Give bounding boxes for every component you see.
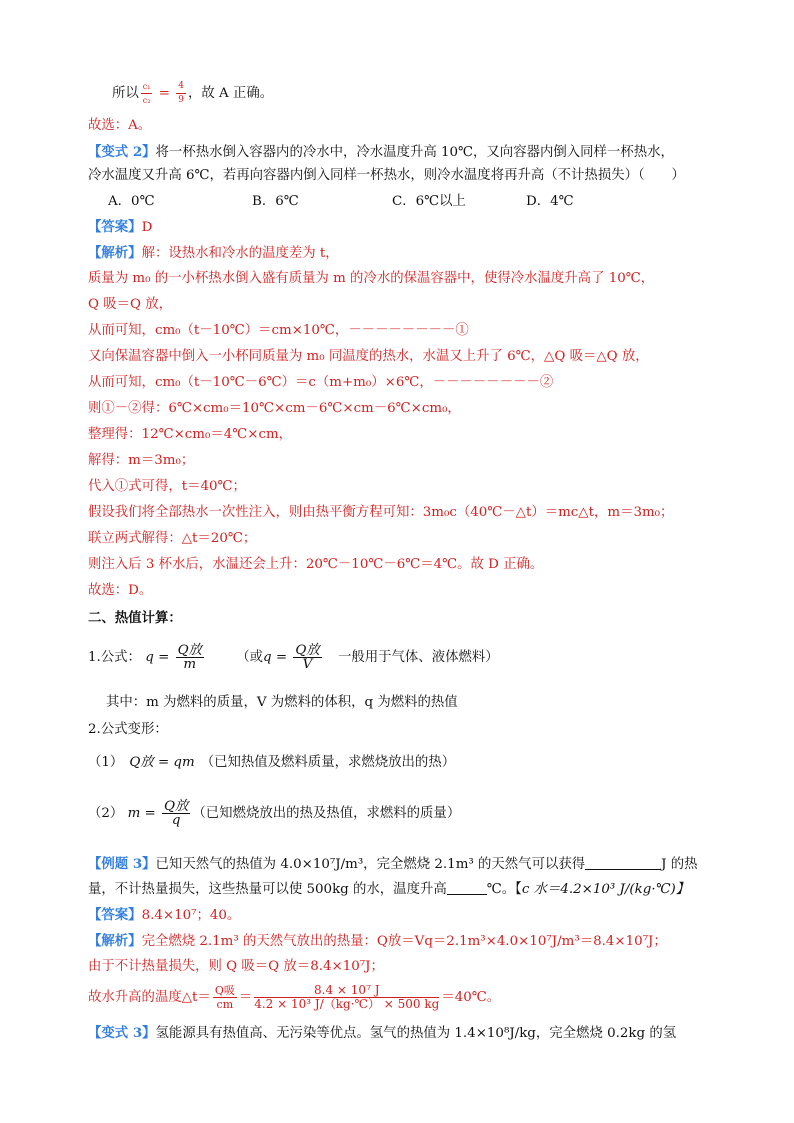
- variant2-tag: 【变式 2】: [88, 144, 156, 160]
- analysis-text: 完全燃烧 2.1m³ 的天然气放出的热量：Q放＝Vq＝2.1m³×4.0×10⁷J/m³＝8.4×10⁷J；: [141, 934, 667, 949]
- analysis-line: 假设我们将全部热水一次性注入，则由热平衡方程可知：3m₀c（40℃－△t）＝mc△t，m＝3m₀；: [88, 505, 674, 520]
- analysis-line: 又向保温容器中倒入一小杯同质量为 m₀ 同温度的热水，水温又上升了 6℃，△Q 吸＝△Q 放，: [88, 349, 649, 364]
- example3-question-line1: [88, 855, 698, 874]
- analysis-line: 由于不计热量损失，则 Q 吸＝Q 放＝8.4×10⁷J；: [88, 959, 384, 974]
- answer-tag: 【答案】: [88, 907, 142, 923]
- fraction-numerator: Q放: [164, 799, 189, 814]
- analysis-line: 从而可知，cm₀（t－10℃）＝cm×10℃，－－－－－－－－①: [88, 323, 469, 338]
- formula-note: 一般用于气体、液体燃料）: [337, 650, 499, 665]
- fraction-denominator: m: [183, 657, 197, 672]
- fraction-q-over-v: [293, 644, 321, 671]
- option-d: D．4℃: [526, 194, 574, 209]
- example3-text: 量，不计热量损失，这些热量可以使 500kg 的水，温度升高: [88, 882, 447, 897]
- fraction-q-over-q: [162, 800, 190, 827]
- analysis-line: 则①－②得：6℃×cm₀＝10℃×cm－6℃×cm－6℃×cm₀，: [88, 401, 461, 416]
- variant-number: （1）: [88, 755, 124, 770]
- analysis-text: 解：设热水和冷水的温度差为 t，: [141, 246, 339, 261]
- answer-value: 8.4×10⁷；40。: [141, 908, 241, 923]
- analysis-line: 质量为 m₀ 的一小杯热水倒入盛有质量为 m 的冷水的保温容器中，使得冷水温度升高了 10℃，: [88, 271, 655, 286]
- answer-tag: 【答案】: [88, 219, 142, 235]
- analysis-line: Q 吸＝Q 放，: [88, 297, 173, 312]
- equals-sign: =: [275, 650, 288, 665]
- analysis-line: 从而可知，cm₀（t－10℃－6℃）＝c（m+m₀）×6℃，－－－－－－－－②: [88, 375, 554, 390]
- conclusion-suffix: ，故 A 正确。: [187, 86, 274, 101]
- fraction-denominator: cm: [216, 998, 234, 1011]
- fraction-denominator: V: [302, 657, 313, 672]
- equals-sign: ＝: [238, 990, 253, 1005]
- fraction-numerator: Q放: [295, 643, 320, 658]
- analysis-line: 联立两式解得：△t＝20℃；: [88, 531, 257, 546]
- example3-text: J 的热: [661, 857, 698, 872]
- value-fraction: [176, 80, 186, 107]
- fraction-denominator: 4.2 × 10³ J/（kg·℃） × 500 kg: [254, 997, 440, 1011]
- fraction-qxi-over-cm: [213, 984, 237, 1011]
- example3-answer: [88, 906, 240, 925]
- analysis-line: 整理得：12℃×cm₀＝4℃×cm，: [88, 427, 293, 442]
- variant3-tag: 【变式 3】: [88, 1025, 156, 1041]
- analysis-tag: 【解析】: [88, 933, 142, 949]
- answer-blank-2[interactable]: [447, 880, 487, 895]
- analysis-line: 代入①式可得，t＝40℃；: [88, 479, 246, 494]
- formula-variants-title: 2.公式变形：: [88, 722, 168, 737]
- equals-sign: =: [158, 86, 170, 101]
- variant2-question-line2: 冷水温度又升高 6℃，若再向容器内倒入同样一杯热水，则冷水温度将再升高（不计热损失）（ ）: [88, 168, 685, 183]
- example3-text: ℃。【: [486, 882, 522, 897]
- conclusion-line: [112, 80, 273, 107]
- equals-sign: =: [158, 650, 170, 665]
- ratio-numerator: c₁: [141, 80, 153, 94]
- variant2-q1: 将一杯热水倒入容器内的冷水中，冷水温度升高 10℃，又向容器内倒入同样一杯热水，: [155, 145, 674, 160]
- variable-definitions: 其中：m 为燃料的质量，V 为燃料的体积，q 为燃料的热值: [106, 695, 458, 710]
- example3-text: 已知天然气的热值为 4.0×10⁷J/m³，完全燃烧 2.1m³ 的天然气可以获得: [155, 857, 586, 872]
- analysis-suffix: ＝40℃。: [441, 990, 501, 1005]
- value-numerator: 4: [176, 80, 186, 94]
- ratio-denominator: c₂: [142, 96, 151, 105]
- formula-label: 1.公式：: [88, 650, 141, 665]
- analysis-tag: 【解析】: [88, 245, 142, 261]
- example3-question-line2: [88, 880, 689, 899]
- specific-heat: c 水＝4.2×10³ J/(kg·℃)】: [521, 882, 690, 897]
- fraction-numerator: Q吸: [214, 984, 235, 997]
- variant3-question-line1: [88, 1024, 676, 1043]
- variant2-analysis-line: [88, 244, 339, 263]
- variant3-text: 氢能源具有热值高、无污染等优点。氢气的热值为 1.4×10⁸J/kg，完全燃烧 0.2kg 的氢: [155, 1026, 677, 1041]
- example3-analysis: [88, 932, 667, 951]
- analysis-line: 则注入后 3 杯水后，水温还会上升：20℃－10℃－6℃＝4℃。故 D 正确。: [88, 557, 544, 572]
- variant2-question-line1: [88, 143, 674, 162]
- variant-note: （已知燃烧放出的热及热值，求燃料的质量）: [192, 806, 461, 821]
- ratio-fraction: [141, 80, 153, 107]
- answer-value: D: [141, 220, 153, 235]
- analysis-line: 故选：D。: [88, 583, 153, 598]
- var-q: q: [262, 650, 272, 665]
- conclusion-prefix: 所以: [112, 86, 139, 101]
- answer-blank-1[interactable]: [585, 855, 661, 870]
- formula-1: [88, 644, 499, 672]
- choose-a: 故选：A。: [88, 118, 152, 133]
- fraction-calculation: [254, 984, 439, 1011]
- option-a: A．0℃: [108, 194, 155, 209]
- option-c: C．6℃以上: [392, 194, 466, 209]
- variant2-options: [108, 193, 574, 211]
- option-b: B．6℃: [252, 194, 299, 209]
- fraction-numerator: 8.4 × 10⁷ J: [254, 984, 439, 998]
- variant-1: [88, 754, 455, 772]
- variant2-answer: [88, 218, 152, 237]
- example3-tag: 【例题 3】: [88, 856, 156, 872]
- variant-formula: Q放 = qm: [129, 755, 195, 770]
- fraction-denominator: q: [171, 813, 181, 828]
- var-q: q: [145, 650, 154, 665]
- fraction-q-over-m: [176, 644, 204, 671]
- fraction-numerator: Q放: [177, 643, 202, 658]
- section-title: 二、热值计算：: [88, 610, 182, 626]
- or-open: （或: [236, 650, 263, 665]
- variant-note: （已知热值及燃料质量，求燃烧放出的热）: [200, 755, 456, 770]
- variant-number: （2）: [88, 806, 124, 821]
- analysis-line: 解得：m＝3m₀；: [88, 453, 195, 468]
- analysis-temperature-line: [88, 982, 500, 1014]
- value-denominator: 9: [178, 95, 184, 105]
- analysis-prefix: 故水升高的温度△t＝: [88, 990, 211, 1005]
- variant-2: [88, 800, 460, 828]
- variant-lhs: m =: [127, 806, 156, 821]
